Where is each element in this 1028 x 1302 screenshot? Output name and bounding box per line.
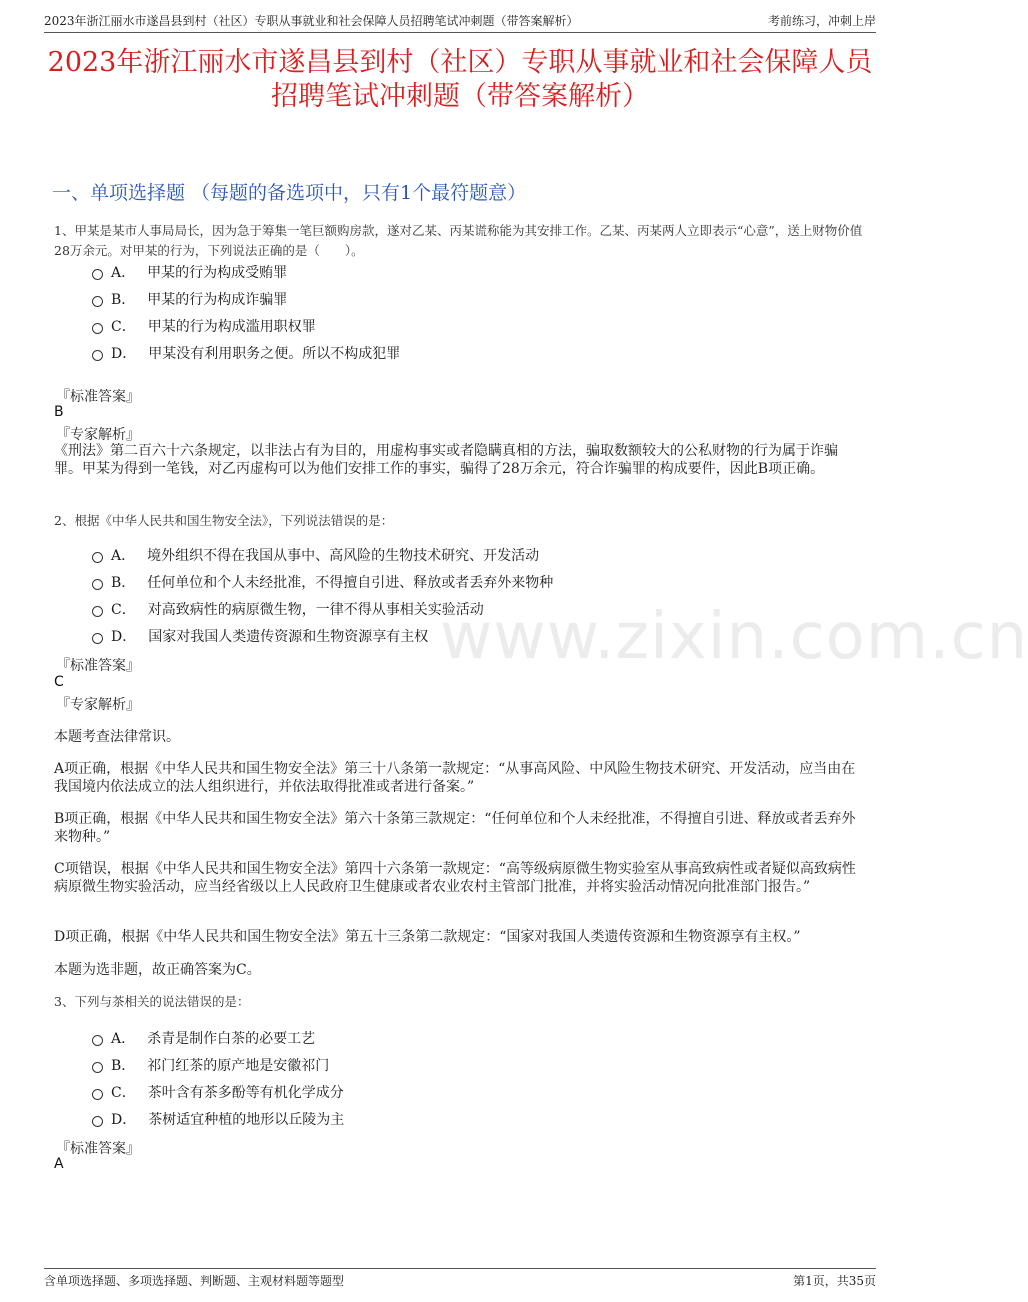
standard-answer-label: 『标准答案』	[56, 1141, 140, 1157]
radio-icon[interactable]	[92, 606, 103, 617]
radio-icon[interactable]	[92, 323, 103, 334]
option-b[interactable]: B． 任何单位和个人未经批准，不得擅自引进、释放或者丢弃外来物种	[92, 568, 553, 595]
option-list	[92, 258, 400, 366]
option-a[interactable]: A． 境外组织不得在我国从事中、高风险的生物技术研究、开发活动	[92, 541, 553, 568]
standard-answer-label: 『标准答案』	[56, 389, 140, 405]
option-d[interactable]: D． 国家对我国人类遗传资源和生物资源享有主权	[92, 622, 553, 649]
radio-icon[interactable]	[92, 1062, 103, 1073]
expert-analysis-label: 『专家解析』	[56, 427, 140, 443]
radio-icon[interactable]	[92, 633, 103, 644]
standard-answer-value: B	[54, 404, 64, 420]
expert-analysis-label: 『专家解析』	[56, 697, 140, 713]
option-a[interactable]: A． 杀青是制作白茶的必要工艺	[92, 1024, 344, 1051]
option-b[interactable]: B． 祁门红茶的原产地是安徽祁门	[92, 1051, 344, 1078]
radio-icon[interactable]	[92, 579, 103, 590]
analysis-paragraph: B项正确，根据《中华人民共和国生物安全法》第六十条第三款规定：“任何单位和个人未经批准，不得擅自引进、释放或者丢弃外来物种。”	[54, 811, 856, 845]
option-b[interactable]: B． 甲某的行为构成诈骗罪	[92, 285, 400, 312]
radio-icon[interactable]	[92, 552, 103, 563]
radio-icon[interactable]	[92, 269, 103, 280]
page-number: 第1页，共35页	[793, 1274, 876, 1288]
standard-answer-value: C	[54, 674, 64, 690]
option-d[interactable]: D． 甲某没有利用职务之便。所以不构成犯罪	[92, 339, 400, 366]
standard-answer-value: A	[54, 1156, 64, 1172]
analysis-paragraph: 本题考查法律常识。	[54, 729, 180, 745]
radio-icon[interactable]	[92, 1035, 103, 1046]
analysis-paragraph: C项错误，根据《中华人民共和国生物安全法》第四十六条第一款规定：“高等级病原微生物实验室从事高致病性或者疑似高致病性病原微生物实验活动，应当经省级以上人民政府卫生健康或者农业农村主管部门批准，并将实验活动情况向批准部门报告。”	[54, 861, 856, 895]
option-d[interactable]: D． 茶树适宜种植的地形以丘陵为主	[92, 1105, 344, 1132]
analysis-paragraph: A项正确，根据《中华人民共和国生物安全法》第三十八条第一款规定：“从事高风险、中风险生物技术研究、开发活动，应当由在我国境内依法成立的法人组织进行，并依法取得批准或者进行备案。”	[54, 761, 856, 795]
option-list	[92, 541, 553, 649]
radio-icon[interactable]	[92, 296, 103, 307]
option-a[interactable]: A． 甲某的行为构成受贿罪	[92, 258, 400, 285]
question-stem: 1、甲某是某市人事局局长，因为急于筹集一笔巨额购房款，遂对乙某、丙某谎称能为其安排工作。乙某、丙某两人立即表示“心意”，送上财物价值28万余元。对甲某的行为，下列说法正确的是（ ）。	[54, 223, 863, 258]
section-title: 一、单项选择题 （每题的备选项中，只有1个最符题意）	[52, 182, 527, 204]
radio-icon[interactable]	[92, 1116, 103, 1127]
analysis-paragraph: 本题为选非题，故正确答案为C。	[54, 962, 261, 978]
footer-question-types: 含单项选择题、多项选择题、判断题、主观材料题等题型	[44, 1274, 345, 1288]
radio-icon[interactable]	[92, 350, 103, 361]
question-stem: 3、下列与茶相关的说法错误的是：	[54, 994, 250, 1009]
header-slogan: 考前练习，冲刺上岸	[767, 14, 876, 28]
watermark: www.zixin.com.cn	[440, 600, 1028, 674]
document-title: 2023年浙江丽水市遂昌县到村（社区）专职从事就业和社会保障人员招聘笔试冲刺题（带答案解析）	[47, 47, 873, 112]
analysis-paragraph: D项正确，根据《中华人民共和国生物安全法》第五十三条第二款规定：“国家对我国人类遗传资源和生物资源享有主权。”	[54, 929, 801, 945]
option-c[interactable]: C． 茶叶含有茶多酚等有机化学成分	[92, 1078, 344, 1105]
radio-icon[interactable]	[92, 1089, 103, 1100]
option-c[interactable]: C． 对高致病性的病原微生物，一律不得从事相关实验活动	[92, 595, 553, 622]
standard-answer-label: 『标准答案』	[56, 658, 140, 674]
option-list	[92, 1024, 344, 1132]
analysis-paragraph: 《刑法》第二百六十六条规定，以非法占有为目的，用虚构事实或者隐瞒真相的方法，骗取数额较大的公私财物的行为属于诈骗罪。甲某为得到一笔钱，对乙丙虚构可以为他们安排工作的事实，骗得了28万余元，符合诈骗罪的构成要件，因此B项正确。	[54, 443, 838, 477]
page-footer	[44, 1268, 876, 1292]
question-stem: 2、根据《中华人民共和国生物安全法》，下列说法错误的是：	[54, 513, 394, 528]
page-header	[44, 12, 876, 33]
option-c[interactable]: C． 甲某的行为构成滥用职权罪	[92, 312, 400, 339]
header-doc-title: 2023年浙江丽水市遂昌县到村（社区）专职从事就业和社会保障人员招聘笔试冲刺题（带答案解析）	[44, 14, 579, 28]
